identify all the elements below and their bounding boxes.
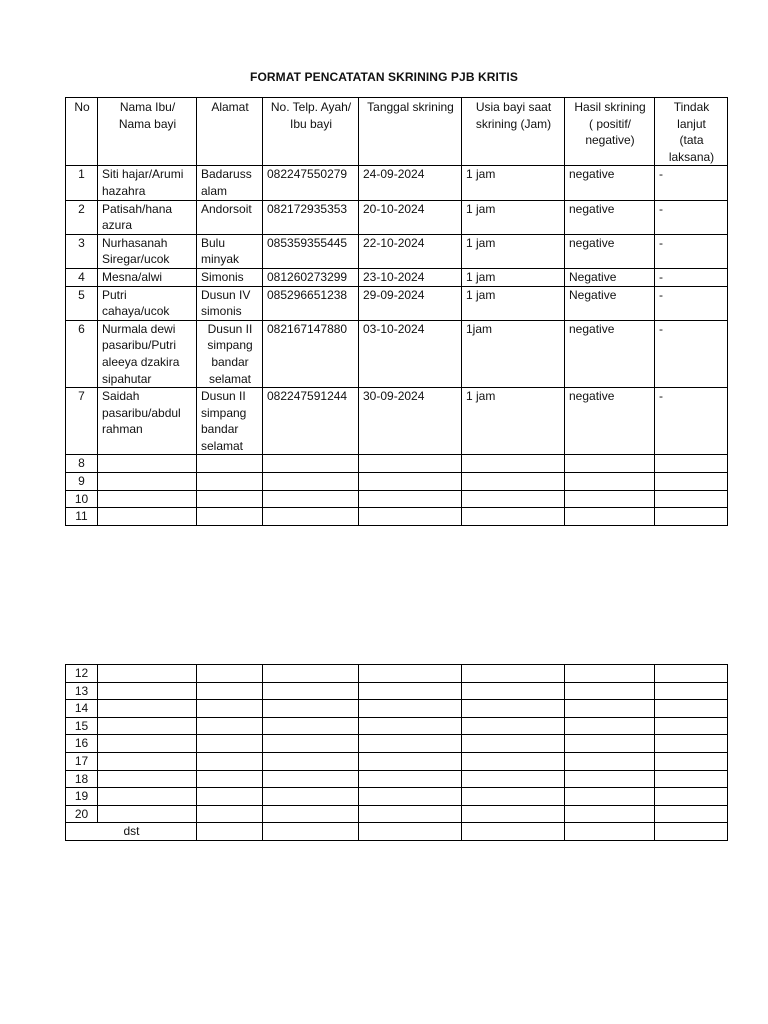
table-row [66, 200, 728, 234]
cell-empty [197, 823, 263, 841]
cell-empty [197, 752, 263, 770]
cell-empty [197, 473, 263, 491]
cell-telp: 081260273299 [263, 268, 359, 286]
header-usia: Usia bayi saat skrining (Jam) [462, 98, 565, 166]
table-row [66, 770, 728, 788]
cell-tindak: - [655, 268, 728, 286]
cell-tanggal: 30-09-2024 [359, 388, 462, 455]
cell-usia: 1 jam [462, 388, 565, 455]
table-row [66, 473, 728, 491]
cell-empty [359, 805, 462, 823]
table-row [66, 788, 728, 806]
cell-empty [359, 490, 462, 508]
cell-alamat: Badaruss alam [197, 166, 263, 200]
cell-hasil: negative [565, 166, 655, 200]
cell-empty [197, 665, 263, 683]
cell-empty [263, 455, 359, 473]
cell-usia: 1 jam [462, 200, 565, 234]
table-header-row [66, 98, 728, 166]
cell-empty [655, 473, 728, 491]
cell-empty [197, 788, 263, 806]
table-row [66, 682, 728, 700]
cell-tindak: - [655, 234, 728, 268]
cell-empty [98, 665, 197, 683]
cell-usia: 1 jam [462, 166, 565, 200]
cell-no: 11 [66, 508, 98, 526]
cell-alamat: Andorsoit [197, 200, 263, 234]
cell-empty [655, 508, 728, 526]
cell-empty [98, 752, 197, 770]
cell-no: 6 [66, 320, 98, 387]
cell-nama: Mesna/alwi [98, 268, 197, 286]
cell-empty [655, 735, 728, 753]
cell-empty [565, 823, 655, 841]
cell-no: 12 [66, 665, 98, 683]
cell-no: 7 [66, 388, 98, 455]
cell-empty [98, 788, 197, 806]
cell-hasil: negative [565, 234, 655, 268]
cell-empty [565, 805, 655, 823]
cell-empty [565, 770, 655, 788]
cell-empty [655, 805, 728, 823]
cell-usia: 1 jam [462, 234, 565, 268]
cell-empty [565, 700, 655, 718]
cell-empty [655, 770, 728, 788]
cell-empty [655, 788, 728, 806]
cell-empty [98, 717, 197, 735]
table-row [66, 700, 728, 718]
cell-empty [462, 788, 565, 806]
table-row [66, 665, 728, 683]
table-row [66, 268, 728, 286]
screening-table-continued [65, 664, 728, 841]
cell-empty [655, 823, 728, 841]
cell-empty [462, 508, 565, 526]
cell-no: 3 [66, 234, 98, 268]
cell-empty [565, 455, 655, 473]
cell-usia: 1jam [462, 320, 565, 387]
header-tanggal: Tanggal skrining [359, 98, 462, 166]
cell-nama: Saidah pasaribu/abdul rahman [98, 388, 197, 455]
table-row [66, 752, 728, 770]
cell-empty [98, 700, 197, 718]
header-telp: No. Telp. Ayah/ Ibu bayi [263, 98, 359, 166]
cell-empty [98, 473, 197, 491]
cell-hasil: Negative [565, 268, 655, 286]
cell-empty [565, 717, 655, 735]
table-row [66, 286, 728, 320]
table-row [66, 805, 728, 823]
header-alamat: Alamat [197, 98, 263, 166]
cell-empty [98, 805, 197, 823]
cell-empty [359, 682, 462, 700]
cell-empty [98, 490, 197, 508]
cell-no: 9 [66, 473, 98, 491]
cell-empty [655, 682, 728, 700]
cell-empty [655, 490, 728, 508]
cell-empty [565, 735, 655, 753]
cell-empty [263, 508, 359, 526]
table-row [66, 320, 728, 387]
table-row [66, 388, 728, 455]
cell-empty [462, 735, 565, 753]
cell-empty [263, 752, 359, 770]
header-hasil: Hasil skrining ( positif/ negative) [565, 98, 655, 166]
cell-no: 18 [66, 770, 98, 788]
cell-empty [98, 455, 197, 473]
cell-empty [263, 665, 359, 683]
cell-empty [462, 770, 565, 788]
cell-no: 16 [66, 735, 98, 753]
cell-empty [565, 490, 655, 508]
cell-tanggal: 29-09-2024 [359, 286, 462, 320]
cell-empty [197, 700, 263, 718]
header-nama: Nama Ibu/ Nama bayi [98, 98, 197, 166]
table-row [66, 717, 728, 735]
cell-tanggal: 20-10-2024 [359, 200, 462, 234]
cell-tindak: - [655, 166, 728, 200]
cell-empty [263, 735, 359, 753]
cell-telp: 082247550279 [263, 166, 359, 200]
cell-empty [359, 455, 462, 473]
cell-empty [197, 455, 263, 473]
cell-empty [359, 700, 462, 718]
cell-empty [565, 508, 655, 526]
cell-nama: Nurhasanah Siregar/ucok [98, 234, 197, 268]
cell-empty [462, 752, 565, 770]
cell-empty [263, 490, 359, 508]
cell-empty [263, 682, 359, 700]
cell-empty [98, 770, 197, 788]
cell-empty [655, 752, 728, 770]
cell-no: 10 [66, 490, 98, 508]
cell-empty [98, 508, 197, 526]
cell-tanggal: 22-10-2024 [359, 234, 462, 268]
cell-empty [462, 473, 565, 491]
cell-empty [462, 805, 565, 823]
cell-no: 17 [66, 752, 98, 770]
cell-empty [263, 700, 359, 718]
cell-alamat: Simonis [197, 268, 263, 286]
cell-empty [197, 682, 263, 700]
cell-nama: Patisah/hana azura [98, 200, 197, 234]
cell-empty [655, 717, 728, 735]
cell-empty [565, 473, 655, 491]
cell-empty [359, 770, 462, 788]
cell-empty [359, 717, 462, 735]
cell-empty [197, 508, 263, 526]
cell-no: 5 [66, 286, 98, 320]
table-row-dst [66, 823, 728, 841]
cell-empty [263, 788, 359, 806]
table-row [66, 455, 728, 473]
cell-no: 8 [66, 455, 98, 473]
cell-empty [655, 455, 728, 473]
cell-empty [655, 665, 728, 683]
cell-no: 2 [66, 200, 98, 234]
cell-empty [98, 735, 197, 753]
cell-empty [263, 717, 359, 735]
cell-usia: 1 jam [462, 268, 565, 286]
header-tindak: Tindak lanjut (tata laksana) [655, 98, 728, 166]
cell-empty [462, 823, 565, 841]
cell-nama: Putri cahaya/ucok [98, 286, 197, 320]
cell-no: 15 [66, 717, 98, 735]
cell-empty [197, 490, 263, 508]
cell-alamat: Dusun II simpang bandar selamat [197, 388, 263, 455]
cell-empty [197, 770, 263, 788]
cell-hasil: negative [565, 200, 655, 234]
header-no: No [66, 98, 98, 166]
cell-empty [565, 682, 655, 700]
cell-alamat: Dusun II simpang bandar selamat [197, 320, 263, 387]
cell-telp: 082167147880 [263, 320, 359, 387]
table-row [66, 508, 728, 526]
document-title: FORMAT PENCATATAN SKRINING PJB KRITIS [250, 70, 518, 84]
cell-no: 20 [66, 805, 98, 823]
cell-dst: dst [66, 823, 197, 841]
cell-telp: 082247591244 [263, 388, 359, 455]
cell-empty [98, 682, 197, 700]
table-row [66, 234, 728, 268]
cell-no: 19 [66, 788, 98, 806]
cell-tindak: - [655, 320, 728, 387]
cell-empty [359, 665, 462, 683]
cell-empty [655, 700, 728, 718]
cell-no: 1 [66, 166, 98, 200]
cell-telp: 085296651238 [263, 286, 359, 320]
cell-alamat: Dusun IV simonis [197, 286, 263, 320]
cell-empty [462, 682, 565, 700]
cell-tanggal: 23-10-2024 [359, 268, 462, 286]
table-row [66, 490, 728, 508]
cell-empty [197, 735, 263, 753]
cell-hasil: negative [565, 320, 655, 387]
cell-empty [462, 665, 565, 683]
cell-tindak: - [655, 200, 728, 234]
cell-empty [197, 805, 263, 823]
cell-alamat: Bulu minyak [197, 234, 263, 268]
cell-empty [263, 823, 359, 841]
cell-tanggal: 03-10-2024 [359, 320, 462, 387]
cell-empty [359, 823, 462, 841]
cell-no: 4 [66, 268, 98, 286]
cell-empty [565, 788, 655, 806]
cell-telp: 082172935353 [263, 200, 359, 234]
cell-empty [462, 455, 565, 473]
cell-tanggal: 24-09-2024 [359, 166, 462, 200]
cell-no: 13 [66, 682, 98, 700]
cell-hasil: Negative [565, 286, 655, 320]
cell-telp: 085359355445 [263, 234, 359, 268]
cell-nama: Siti hajar/Arumi hazahra [98, 166, 197, 200]
screening-table [65, 97, 728, 526]
cell-nama: Nurmala dewi pasaribu/Putri aleeya dzakira sipahutar [98, 320, 197, 387]
cell-empty [359, 735, 462, 753]
cell-no: 14 [66, 700, 98, 718]
cell-empty [359, 473, 462, 491]
cell-empty [462, 717, 565, 735]
table-row [66, 166, 728, 200]
cell-empty [462, 490, 565, 508]
cell-empty [359, 752, 462, 770]
cell-empty [359, 788, 462, 806]
cell-empty [263, 473, 359, 491]
cell-tindak: - [655, 388, 728, 455]
cell-usia: 1 jam [462, 286, 565, 320]
cell-empty [263, 770, 359, 788]
table-row [66, 735, 728, 753]
cell-empty [565, 665, 655, 683]
cell-tindak: - [655, 286, 728, 320]
cell-empty [462, 700, 565, 718]
cell-empty [197, 717, 263, 735]
cell-empty [359, 508, 462, 526]
cell-hasil: negative [565, 388, 655, 455]
cell-empty [565, 752, 655, 770]
cell-empty [263, 805, 359, 823]
